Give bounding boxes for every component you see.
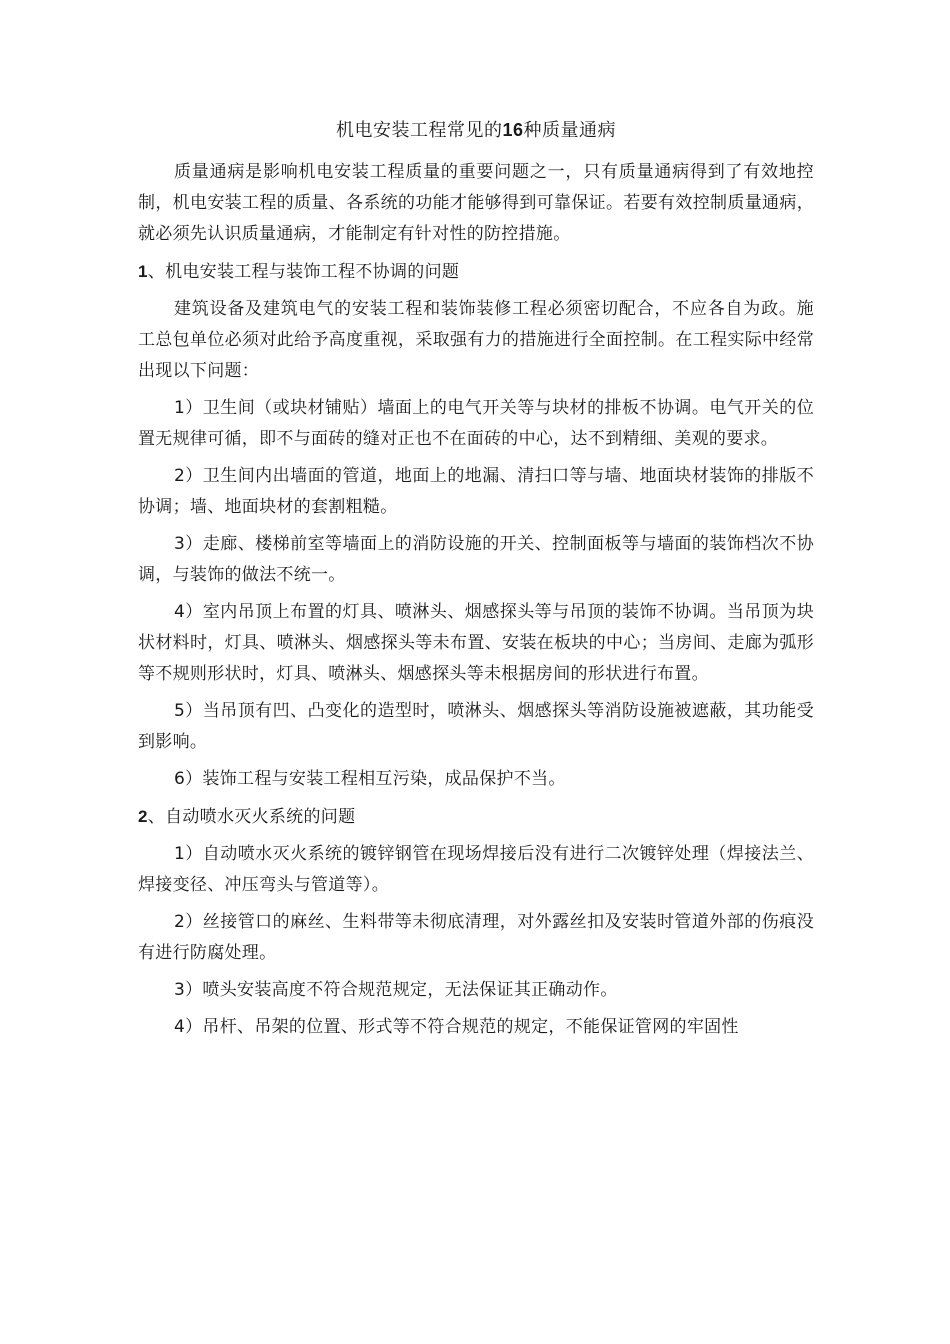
title-prefix: 机电安装工程常见的 — [335, 120, 503, 141]
document-title — [138, 112, 814, 149]
intro-paragraph: 质量通病是影响机电安装工程质量的重要问题之一，只有质量通病得到了有效地控制，机电安装工程的质量、各系统的功能才能够得到可靠保证。若要有效控制质量通病，就必须先认识质量通病，才能制定有针对性的防控措施。 — [138, 162, 814, 244]
section-number: 2 — [138, 807, 148, 826]
list-item: 1）自动喷水灭火系统的镀锌钢管在现场焊接后没有进行二次镀锌处理（焊接法兰、焊接变径、冲压弯头与管道等）。 — [138, 844, 814, 895]
list-item: 2）丝接管口的麻丝、生料带等未彻底清理，对外露丝扣及安装时管道外部的伤痕没有进行防腐处理。 — [138, 912, 814, 963]
list-item: 6）装饰工程与安装工程相互污染，成品保护不当。 — [174, 769, 566, 789]
section-number: 1 — [138, 262, 148, 281]
section-heading-2 — [138, 801, 814, 833]
section-heading-text: 、自动喷水灭火系统的问题 — [147, 807, 356, 827]
section-heading-1 — [138, 256, 814, 288]
paragraph: 建筑设备及建筑电气的安装工程和装饰装修工程必须密切配合，不应各自为政。施工总包单位必须对此给予高度重视，采取强有力的措施进行全面控制。在工程实际中经常出现以下问题： — [138, 299, 814, 381]
section-heading-text: 、机电安装工程与装饰工程不协调的问题 — [147, 262, 460, 282]
list-item: 4）室内吊顶上布置的灯具、喷淋头、烟感探头等与吊顶的装饰不协调。当吊顶为块状材料时，灯具、喷淋头、烟感探头等未布置、安装在板块的中心；当房间、走廊为弧形等不规则形状时，灯具、喷淋头、烟感探头等未根据房间的形状进行布置。 — [138, 602, 814, 684]
document-body — [138, 112, 814, 1049]
title-suffix: 种质量通病 — [523, 120, 617, 141]
list-item: 3）走廊、楼梯前室等墙面上的消防设施的开关、控制面板等与墙面的装饰档次不协调，与装饰的做法不统一。 — [138, 534, 814, 585]
list-item: 5）当吊顶有凹、凸变化的造型时，喷淋头、烟感探头等消防设施被遮蔽，其功能受到影响。 — [138, 701, 814, 752]
list-item: 1）卫生间（或块材铺贴）墙面上的电气开关等与块材的排板不协调。电气开关的位置无规律可循，即不与面砖的缝对正也不在面砖的中心，达不到精细、美观的要求。 — [138, 398, 814, 449]
list-item: 3）喷头安装高度不符合规范规定，无法保证其正确动作。 — [174, 980, 618, 1000]
list-item: 2）卫生间内出墙面的管道，地面上的地漏、清扫口等与墙、地面块材装饰的排版不协调；墙、地面块材的套割粗糙。 — [138, 466, 814, 517]
title-number: 16 — [502, 120, 524, 140]
list-item: 4）吊杆、吊架的位置、形式等不符合规范的规定，不能保证管网的牢固性 — [174, 1017, 739, 1037]
